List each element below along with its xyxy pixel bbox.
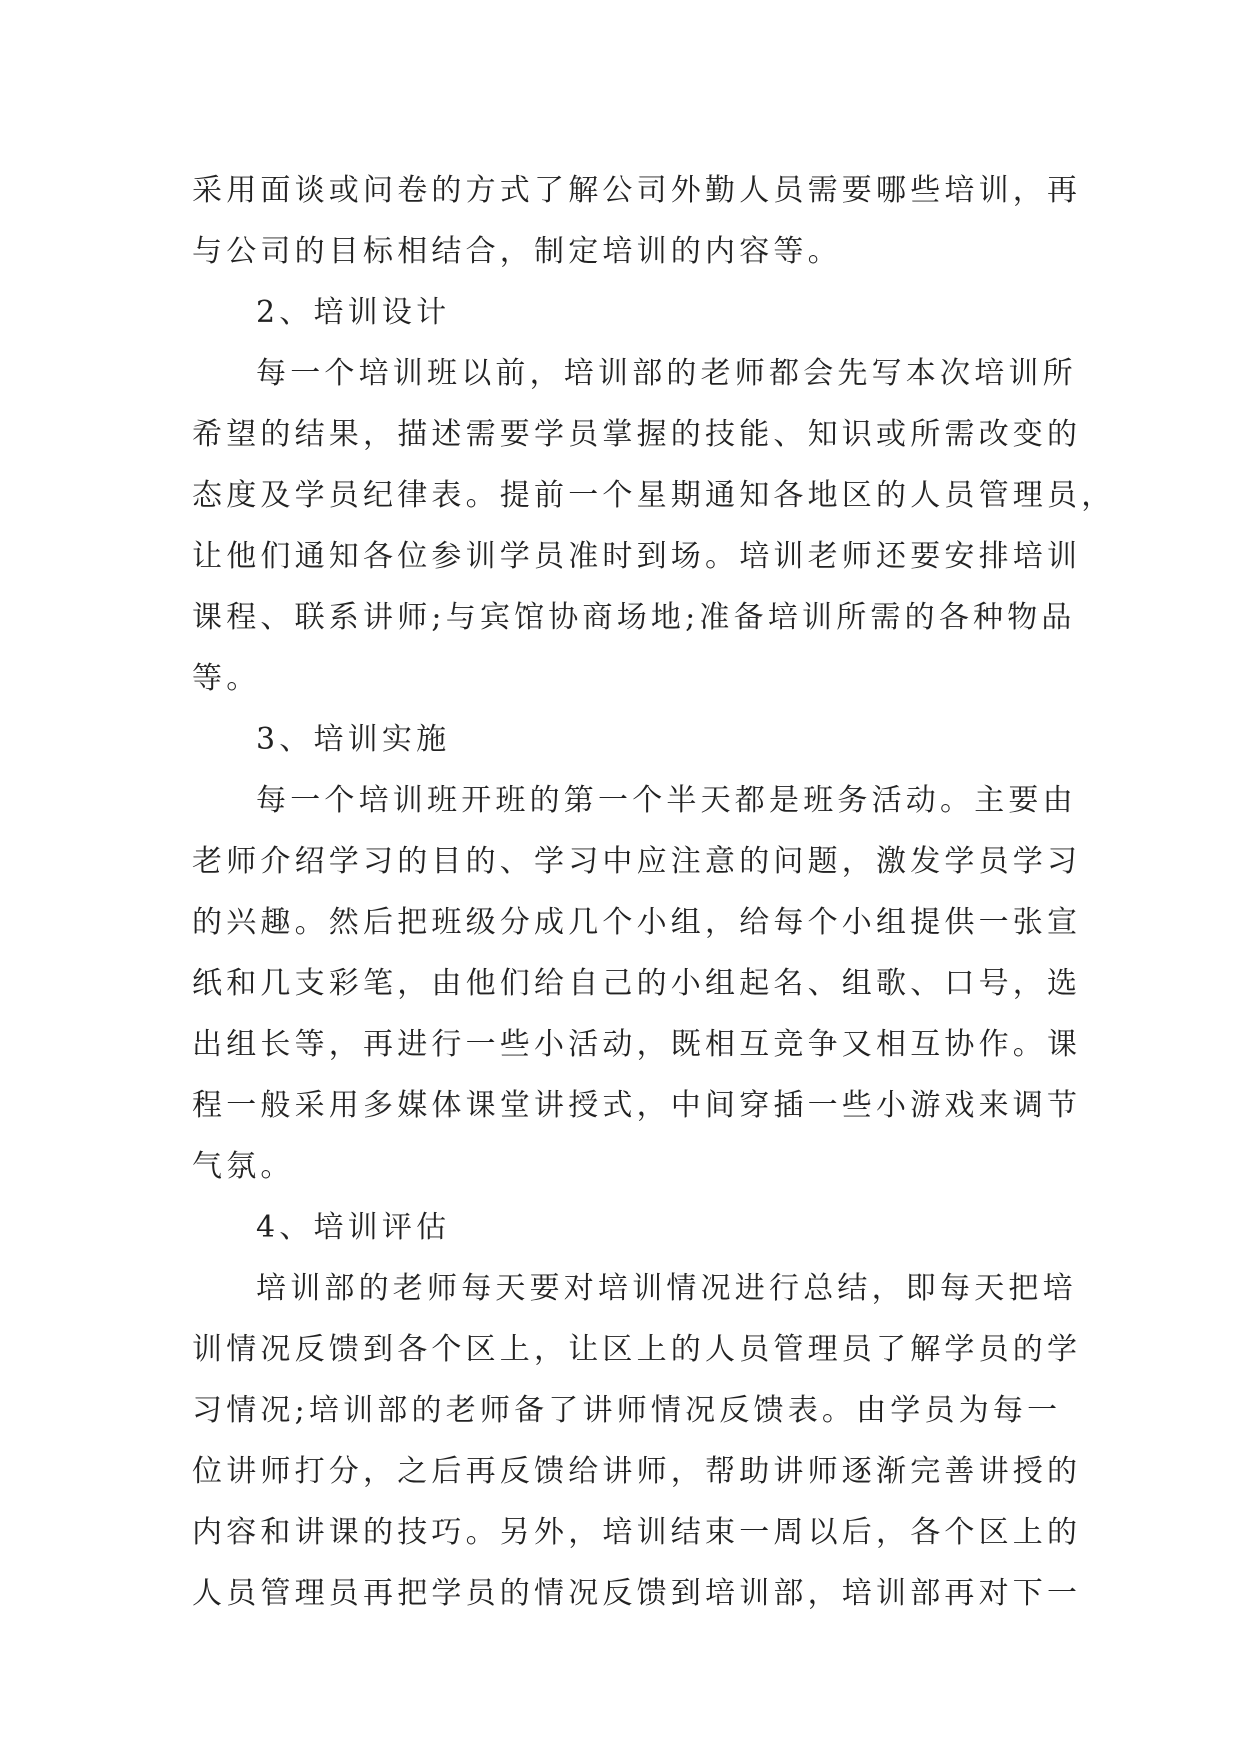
text-line: 2、培训设计 (256, 295, 451, 330)
text-line: 每一个培训班以前，培训部的老师都会先写本次培训所 (256, 356, 1077, 391)
text-line: 内容和讲课的技巧。另外，培训结束一周以后，各个区上的 (192, 1515, 1082, 1550)
text-line: 气氛。 (192, 1149, 295, 1184)
text-line: 等。 (192, 661, 261, 696)
text-line: 与公司的目标相结合，制定培训的内容等。 (192, 234, 842, 269)
text-line: 课程、联系讲师;与宾馆协商场地;准备培训所需的各种物品 (192, 600, 1076, 635)
text-line: 采用面谈或问卷的方式了解公司外勤人员需要哪些培训，再 (192, 173, 1082, 208)
text-line: 程一般采用多媒体课堂讲授式，中间穿插一些小游戏来调节 (192, 1088, 1082, 1123)
text-line: 3、培训实施 (256, 722, 451, 757)
text-line: 4、培训评估 (256, 1210, 451, 1245)
text-line: 培训部的老师每天要对培训情况进行总结，即每天把培 (256, 1271, 1077, 1306)
text-line: 出组长等，再进行一些小活动，既相互竞争又相互协作。课 (192, 1027, 1082, 1062)
text-line: 每一个培训班开班的第一个半天都是班务活动。主要由 (256, 783, 1077, 818)
text-line: 老师介绍学习的目的、学习中应注意的问题，激发学员学习 (192, 844, 1082, 879)
text-line: 习情况;培训部的老师备了讲师情况反馈表。由学员为每一 (192, 1393, 1062, 1428)
text-line: 人员管理员再把学员的情况反馈到培训部，培训部再对下一 (192, 1576, 1082, 1611)
text-line: 让他们通知各位参训学员准时到场。培训老师还要安排培训 (192, 539, 1082, 574)
text-line: 态度及学员纪律表。提前一个星期通知各地区的人员管理员， (192, 478, 1116, 513)
text-line: 位讲师打分，之后再反馈给讲师，帮助讲师逐渐完善讲授的 (192, 1454, 1082, 1489)
text-line: 希望的结果，描述需要学员掌握的技能、知识或所需改变的 (192, 417, 1082, 452)
text-line: 纸和几支彩笔，由他们给自己的小组起名、组歌、口号，选 (192, 966, 1082, 1001)
text-line: 训情况反馈到各个区上，让区上的人员管理员了解学员的学 (192, 1332, 1082, 1367)
document-body (192, 160, 1116, 1624)
text-line: 的兴趣。然后把班级分成几个小组，给每个小组提供一张宣 (192, 905, 1082, 940)
